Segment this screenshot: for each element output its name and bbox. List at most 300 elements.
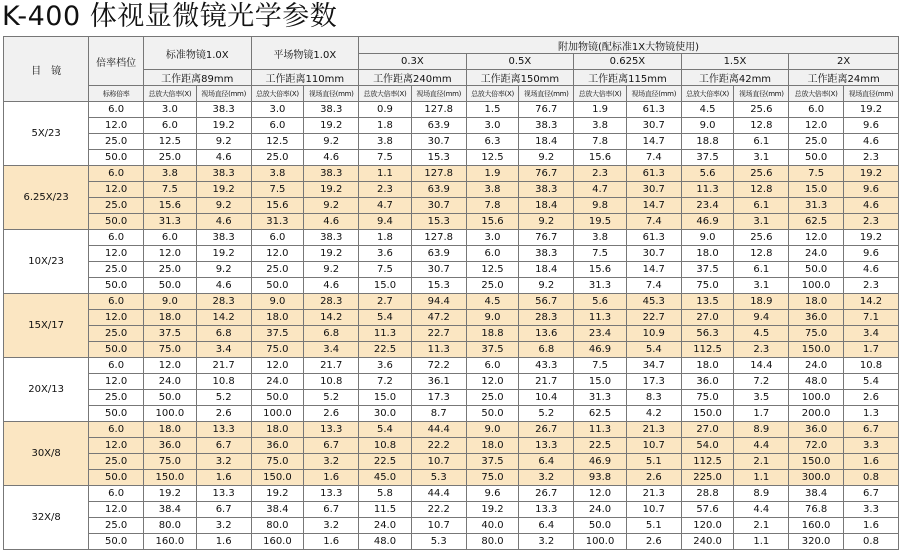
total-magnification-cell: 24.0 [574, 502, 627, 518]
total-magnification-cell: 19.5 [574, 214, 627, 230]
field-diameter-cell: 4.4 [734, 502, 789, 518]
field-diameter-cell: 4.5 [734, 326, 789, 342]
total-magnification-cell: 25.0 [144, 150, 197, 166]
total-magnification-cell: 45.0 [359, 470, 412, 486]
field-diameter-cell: 2.6 [304, 406, 359, 422]
field-diameter-cell: 30.7 [411, 134, 466, 150]
table-row [4, 214, 899, 230]
table-row [4, 230, 899, 246]
field-diameter-cell: 22.2 [411, 438, 466, 454]
header-flat-objective: 平场物镜1.0X [251, 37, 359, 70]
table-row [4, 118, 899, 134]
total-magnification-cell: 23.4 [681, 198, 734, 214]
total-magnification-cell: 7.5 [251, 182, 304, 198]
field-diameter-cell: 1.6 [844, 518, 899, 534]
total-magnification-cell: 15.6 [144, 198, 197, 214]
field-diameter-cell: 21.7 [304, 358, 359, 374]
total-magnification-cell: 5.8 [359, 486, 412, 502]
total-magnification-cell: 5.4 [359, 310, 412, 326]
field-diameter-cell: 1.1 [734, 470, 789, 486]
mag-step-cell: 50.0 [89, 406, 144, 422]
page-title: K-400 体视显微镜光学参数 [2, 1, 338, 32]
field-diameter-cell: 3.2 [519, 534, 574, 550]
field-diameter-cell: 6.8 [196, 326, 251, 342]
total-magnification-cell: 80.0 [144, 518, 197, 534]
total-magnification-cell: 36.0 [681, 374, 734, 390]
field-diameter-cell: 21.7 [196, 358, 251, 374]
total-magnification-cell: 50.0 [251, 390, 304, 406]
header-aux-mag: 1.5X [681, 54, 789, 70]
mag-step-cell: 50.0 [89, 534, 144, 550]
total-magnification-cell: 160.0 [251, 534, 304, 550]
table-row [4, 198, 899, 214]
total-magnification-cell: 22.5 [359, 454, 412, 470]
total-magnification-cell: 2.3 [359, 182, 412, 198]
eyepiece-label: 6.25X/23 [4, 166, 89, 230]
field-diameter-cell: 4.6 [304, 278, 359, 294]
total-magnification-cell: 38.4 [789, 486, 844, 502]
total-magnification-cell: 100.0 [789, 278, 844, 294]
field-diameter-cell: 2.6 [844, 390, 899, 406]
total-magnification-cell: 3.8 [251, 166, 304, 182]
field-diameter-cell: 4.6 [196, 278, 251, 294]
total-magnification-cell: 24.0 [359, 518, 412, 534]
total-magnification-cell: 4.5 [466, 294, 519, 310]
table-row [4, 422, 899, 438]
field-diameter-cell: 43.3 [519, 358, 574, 374]
field-diameter-cell: 12.8 [734, 118, 789, 134]
field-diameter-cell: 28.3 [519, 310, 574, 326]
field-diameter-cell: 8.3 [626, 390, 681, 406]
total-magnification-cell: 3.8 [466, 182, 519, 198]
mag-step-cell: 6.0 [89, 358, 144, 374]
field-diameter-cell: 76.7 [519, 230, 574, 246]
field-diameter-cell: 18.4 [519, 134, 574, 150]
total-magnification-cell: 93.8 [574, 470, 627, 486]
field-diameter-cell: 9.4 [734, 310, 789, 326]
total-magnification-cell: 50.0 [789, 262, 844, 278]
total-magnification-cell: 25.0 [466, 278, 519, 294]
total-magnification-cell: 75.0 [144, 454, 197, 470]
total-magnification-cell: 320.0 [789, 534, 844, 550]
total-magnification-cell: 112.5 [681, 454, 734, 470]
total-magnification-cell: 7.5 [574, 358, 627, 374]
total-magnification-cell: 30.0 [359, 406, 412, 422]
field-diameter-cell: 19.2 [196, 246, 251, 262]
field-diameter-cell: 19.2 [196, 182, 251, 198]
header-total-magnification: 总放大倍率(X) [466, 86, 519, 102]
field-diameter-cell: 12.8 [734, 182, 789, 198]
mag-step-cell: 50.0 [89, 470, 144, 486]
total-magnification-cell: 12.5 [466, 150, 519, 166]
total-magnification-cell: 37.5 [681, 150, 734, 166]
total-magnification-cell: 3.6 [359, 246, 412, 262]
table-row [4, 294, 899, 310]
total-magnification-cell: 18.0 [681, 246, 734, 262]
field-diameter-cell: 9.6 [844, 182, 899, 198]
total-magnification-cell: 10.8 [359, 438, 412, 454]
total-magnification-cell: 50.0 [144, 390, 197, 406]
total-magnification-cell: 12.0 [144, 358, 197, 374]
total-magnification-cell: 1.5 [466, 102, 519, 118]
header-total-magnification: 总放大倍率(X) [789, 86, 844, 102]
total-magnification-cell: 225.0 [681, 470, 734, 486]
mag-step-cell: 12.0 [89, 438, 144, 454]
total-magnification-cell: 160.0 [144, 534, 197, 550]
total-magnification-cell: 100.0 [789, 390, 844, 406]
header-mag-step: 倍率档位 [89, 37, 144, 86]
total-magnification-cell: 15.0 [789, 182, 844, 198]
total-magnification-cell: 36.0 [144, 438, 197, 454]
field-diameter-cell: 38.3 [304, 230, 359, 246]
total-magnification-cell: 9.6 [466, 486, 519, 502]
mag-step-cell: 12.0 [89, 502, 144, 518]
field-diameter-cell: 10.4 [519, 390, 574, 406]
field-diameter-cell: 4.6 [844, 198, 899, 214]
field-diameter-cell: 25.6 [734, 102, 789, 118]
total-magnification-cell: 12.5 [466, 262, 519, 278]
total-magnification-cell: 9.0 [144, 294, 197, 310]
total-magnification-cell: 22.5 [574, 438, 627, 454]
total-magnification-cell: 24.0 [144, 374, 197, 390]
total-magnification-cell: 31.3 [251, 214, 304, 230]
table-row [4, 454, 899, 470]
total-magnification-cell: 36.0 [789, 422, 844, 438]
field-diameter-cell: 21.7 [519, 374, 574, 390]
field-diameter-cell: 2.3 [734, 342, 789, 358]
total-magnification-cell: 25.0 [789, 134, 844, 150]
total-magnification-cell: 6.0 [466, 246, 519, 262]
total-magnification-cell: 6.0 [251, 230, 304, 246]
total-magnification-cell: 7.5 [144, 182, 197, 198]
eyepiece-label: 10X/23 [4, 230, 89, 294]
total-magnification-cell: 18.0 [681, 358, 734, 374]
field-diameter-cell: 4.6 [304, 150, 359, 166]
total-magnification-cell: 36.0 [251, 438, 304, 454]
table-row [4, 182, 899, 198]
total-magnification-cell: 37.5 [466, 342, 519, 358]
mag-step-cell: 6.0 [89, 486, 144, 502]
total-magnification-cell: 15.6 [574, 262, 627, 278]
total-magnification-cell: 22.5 [359, 342, 412, 358]
field-diameter-cell: 76.7 [519, 166, 574, 182]
field-diameter-cell: 9.2 [519, 150, 574, 166]
field-diameter-cell: 10.7 [626, 502, 681, 518]
field-diameter-cell: 61.3 [626, 102, 681, 118]
total-magnification-cell: 5.6 [574, 294, 627, 310]
field-diameter-cell: 9.2 [196, 198, 251, 214]
table-row [4, 310, 899, 326]
field-diameter-cell: 38.3 [304, 166, 359, 182]
field-diameter-cell: 2.6 [626, 534, 681, 550]
header-work-distance: 工作距离24mm [789, 70, 899, 86]
table-row [4, 358, 899, 374]
field-diameter-cell: 3.2 [304, 454, 359, 470]
total-magnification-cell: 11.3 [574, 310, 627, 326]
field-diameter-cell: 22.2 [411, 502, 466, 518]
mag-step-cell: 12.0 [89, 118, 144, 134]
field-diameter-cell: 18.4 [519, 262, 574, 278]
header-field-diameter: 视场直径(mm) [626, 86, 681, 102]
header-std-objective: 标准物镜1.0X [144, 37, 252, 70]
field-diameter-cell: 6.1 [734, 198, 789, 214]
field-diameter-cell: 3.2 [304, 518, 359, 534]
field-diameter-cell: 30.7 [626, 118, 681, 134]
field-diameter-cell: 1.6 [304, 470, 359, 486]
eyepiece-label: 20X/13 [4, 358, 89, 422]
total-magnification-cell: 46.9 [574, 454, 627, 470]
total-magnification-cell: 31.3 [574, 278, 627, 294]
total-magnification-cell: 40.0 [466, 518, 519, 534]
field-diameter-cell: 7.2 [734, 374, 789, 390]
total-magnification-cell: 3.8 [574, 230, 627, 246]
total-magnification-cell: 75.0 [681, 278, 734, 294]
mag-step-cell: 50.0 [89, 342, 144, 358]
total-magnification-cell: 150.0 [144, 470, 197, 486]
field-diameter-cell: 0.8 [844, 470, 899, 486]
field-diameter-cell: 61.3 [626, 166, 681, 182]
total-magnification-cell: 50.0 [789, 150, 844, 166]
total-magnification-cell: 6.0 [144, 230, 197, 246]
optical-parameters-table [3, 36, 899, 550]
field-diameter-cell: 5.4 [626, 342, 681, 358]
total-magnification-cell: 9.0 [681, 118, 734, 134]
total-magnification-cell: 18.0 [144, 310, 197, 326]
total-magnification-cell: 100.0 [251, 406, 304, 422]
field-diameter-cell: 3.1 [734, 150, 789, 166]
field-diameter-cell: 3.2 [196, 454, 251, 470]
table-row [4, 262, 899, 278]
total-magnification-cell: 9.8 [574, 198, 627, 214]
field-diameter-cell: 7.4 [626, 214, 681, 230]
total-magnification-cell: 12.0 [789, 230, 844, 246]
total-magnification-cell: 12.5 [251, 134, 304, 150]
field-diameter-cell: 1.6 [304, 534, 359, 550]
header-aux-mag: 0.3X [359, 54, 467, 70]
field-diameter-cell: 4.6 [196, 150, 251, 166]
header-field-diameter: 视场直径(mm) [734, 86, 789, 102]
total-magnification-cell: 3.8 [574, 118, 627, 134]
mag-step-cell: 6.0 [89, 294, 144, 310]
field-diameter-cell: 8.7 [411, 406, 466, 422]
total-magnification-cell: 57.6 [681, 502, 734, 518]
total-magnification-cell: 46.9 [574, 342, 627, 358]
total-magnification-cell: 75.0 [466, 470, 519, 486]
header-field-diameter: 视场直径(mm) [844, 86, 899, 102]
field-diameter-cell: 127.8 [411, 102, 466, 118]
field-diameter-cell: 4.4 [734, 438, 789, 454]
field-diameter-cell: 7.1 [844, 310, 899, 326]
mag-step-cell: 50.0 [89, 278, 144, 294]
field-diameter-cell: 1.7 [844, 342, 899, 358]
field-diameter-cell: 14.2 [304, 310, 359, 326]
total-magnification-cell: 300.0 [789, 470, 844, 486]
field-diameter-cell: 9.2 [196, 134, 251, 150]
total-magnification-cell: 15.6 [466, 214, 519, 230]
field-diameter-cell: 1.6 [196, 534, 251, 550]
field-diameter-cell: 11.3 [411, 342, 466, 358]
table-row [4, 470, 899, 486]
total-magnification-cell: 100.0 [144, 406, 197, 422]
field-diameter-cell: 6.4 [519, 518, 574, 534]
field-diameter-cell: 63.9 [411, 182, 466, 198]
total-magnification-cell: 50.0 [574, 518, 627, 534]
field-diameter-cell: 5.1 [626, 454, 681, 470]
field-diameter-cell: 7.4 [626, 278, 681, 294]
field-diameter-cell: 3.2 [196, 518, 251, 534]
header-field-diameter: 视场直径(mm) [411, 86, 466, 102]
header-objective: 目 镜 [4, 37, 89, 102]
total-magnification-cell: 240.0 [681, 534, 734, 550]
field-diameter-cell: 3.3 [844, 502, 899, 518]
field-diameter-cell: 22.7 [411, 326, 466, 342]
mag-step-cell: 25.0 [89, 326, 144, 342]
total-magnification-cell: 13.5 [681, 294, 734, 310]
field-diameter-cell: 2.3 [844, 150, 899, 166]
total-magnification-cell: 100.0 [574, 534, 627, 550]
total-magnification-cell: 7.8 [466, 198, 519, 214]
field-diameter-cell: 10.7 [626, 438, 681, 454]
field-diameter-cell: 28.3 [196, 294, 251, 310]
field-diameter-cell: 2.6 [196, 406, 251, 422]
total-magnification-cell: 54.0 [681, 438, 734, 454]
field-diameter-cell: 19.2 [844, 102, 899, 118]
total-magnification-cell: 18.8 [681, 134, 734, 150]
table-row [4, 278, 899, 294]
total-magnification-cell: 4.5 [681, 102, 734, 118]
total-magnification-cell: 19.2 [251, 486, 304, 502]
total-magnification-cell: 6.0 [789, 102, 844, 118]
field-diameter-cell: 14.7 [626, 198, 681, 214]
field-diameter-cell: 2.1 [734, 454, 789, 470]
field-diameter-cell: 1.6 [196, 470, 251, 486]
total-magnification-cell: 80.0 [466, 534, 519, 550]
total-magnification-cell: 62.5 [574, 406, 627, 422]
total-magnification-cell: 27.0 [681, 422, 734, 438]
total-magnification-cell: 1.8 [359, 118, 412, 134]
field-diameter-cell: 10.7 [411, 454, 466, 470]
field-diameter-cell: 13.3 [304, 486, 359, 502]
total-magnification-cell: 7.5 [789, 166, 844, 182]
field-diameter-cell: 10.8 [844, 358, 899, 374]
total-magnification-cell: 11.3 [359, 326, 412, 342]
field-diameter-cell: 15.3 [411, 214, 466, 230]
header-step-label-small: 标称倍率 [89, 86, 144, 102]
table-row [4, 166, 899, 182]
table-row [4, 150, 899, 166]
field-diameter-cell: 61.3 [626, 230, 681, 246]
field-diameter-cell: 28.3 [304, 294, 359, 310]
mag-step-cell: 25.0 [89, 454, 144, 470]
field-diameter-cell: 3.3 [844, 438, 899, 454]
total-magnification-cell: 11.3 [681, 182, 734, 198]
total-magnification-cell: 75.0 [251, 454, 304, 470]
field-diameter-cell: 2.6 [626, 470, 681, 486]
header-aux-objective: 附加物镜(配标准1X大物镜使用) [359, 37, 899, 54]
field-diameter-cell: 5.2 [196, 390, 251, 406]
total-magnification-cell: 12.0 [574, 486, 627, 502]
eyepiece-label: 5X/23 [4, 102, 89, 166]
mag-step-cell: 25.0 [89, 262, 144, 278]
total-magnification-cell: 1.9 [574, 102, 627, 118]
field-diameter-cell: 2.1 [734, 518, 789, 534]
total-magnification-cell: 24.0 [789, 246, 844, 262]
field-diameter-cell: 2.3 [844, 214, 899, 230]
total-magnification-cell: 24.0 [789, 358, 844, 374]
total-magnification-cell: 18.0 [144, 422, 197, 438]
mag-step-cell: 50.0 [89, 214, 144, 230]
field-diameter-cell: 6.8 [304, 326, 359, 342]
total-magnification-cell: 25.0 [251, 150, 304, 166]
field-diameter-cell: 14.2 [844, 294, 899, 310]
total-magnification-cell: 5.4 [359, 422, 412, 438]
field-diameter-cell: 6.1 [734, 134, 789, 150]
field-diameter-cell: 14.4 [734, 358, 789, 374]
field-diameter-cell: 9.2 [519, 278, 574, 294]
header-total-magnification: 总放大倍率(X) [251, 86, 304, 102]
header-total-magnification: 总放大倍率(X) [144, 86, 197, 102]
field-diameter-cell: 44.4 [411, 486, 466, 502]
total-magnification-cell: 15.6 [251, 198, 304, 214]
header-aux-mag: 0.5X [466, 54, 574, 70]
header-work-distance: 工作距离115mm [574, 70, 682, 86]
total-magnification-cell: 38.4 [251, 502, 304, 518]
total-magnification-cell: 75.0 [251, 342, 304, 358]
total-magnification-cell: 9.0 [681, 230, 734, 246]
total-magnification-cell: 12.0 [466, 374, 519, 390]
total-magnification-cell: 75.0 [144, 342, 197, 358]
field-diameter-cell: 17.3 [411, 390, 466, 406]
field-diameter-cell: 4.6 [844, 262, 899, 278]
total-magnification-cell: 4.7 [359, 198, 412, 214]
field-diameter-cell: 10.8 [196, 374, 251, 390]
total-magnification-cell: 12.5 [144, 134, 197, 150]
header-work-distance: 工作距离240mm [359, 70, 467, 86]
mag-step-cell: 50.0 [89, 150, 144, 166]
total-magnification-cell: 0.9 [359, 102, 412, 118]
field-diameter-cell: 26.7 [519, 422, 574, 438]
total-magnification-cell: 37.5 [466, 454, 519, 470]
total-magnification-cell: 19.2 [144, 486, 197, 502]
total-magnification-cell: 76.8 [789, 502, 844, 518]
total-magnification-cell: 200.0 [789, 406, 844, 422]
table-row [4, 518, 899, 534]
total-magnification-cell: 9.0 [466, 422, 519, 438]
mag-step-cell: 12.0 [89, 374, 144, 390]
field-diameter-cell: 38.3 [196, 230, 251, 246]
total-magnification-cell: 3.8 [144, 166, 197, 182]
field-diameter-cell: 19.2 [304, 246, 359, 262]
field-diameter-cell: 38.3 [519, 182, 574, 198]
total-magnification-cell: 4.7 [574, 182, 627, 198]
header-total-magnification: 总放大倍率(X) [574, 86, 627, 102]
total-magnification-cell: 31.3 [144, 214, 197, 230]
field-diameter-cell: 14.7 [626, 134, 681, 150]
mag-step-cell: 25.0 [89, 390, 144, 406]
total-magnification-cell: 37.5 [681, 262, 734, 278]
total-magnification-cell: 62.5 [789, 214, 844, 230]
field-diameter-cell: 19.2 [844, 230, 899, 246]
field-diameter-cell: 38.3 [304, 102, 359, 118]
total-magnification-cell: 18.0 [789, 294, 844, 310]
field-diameter-cell: 1.3 [844, 406, 899, 422]
field-diameter-cell: 13.3 [519, 502, 574, 518]
field-diameter-cell: 19.2 [304, 182, 359, 198]
table-row [4, 102, 899, 118]
total-magnification-cell: 80.0 [251, 518, 304, 534]
total-magnification-cell: 6.0 [144, 118, 197, 134]
field-diameter-cell: 6.7 [304, 502, 359, 518]
